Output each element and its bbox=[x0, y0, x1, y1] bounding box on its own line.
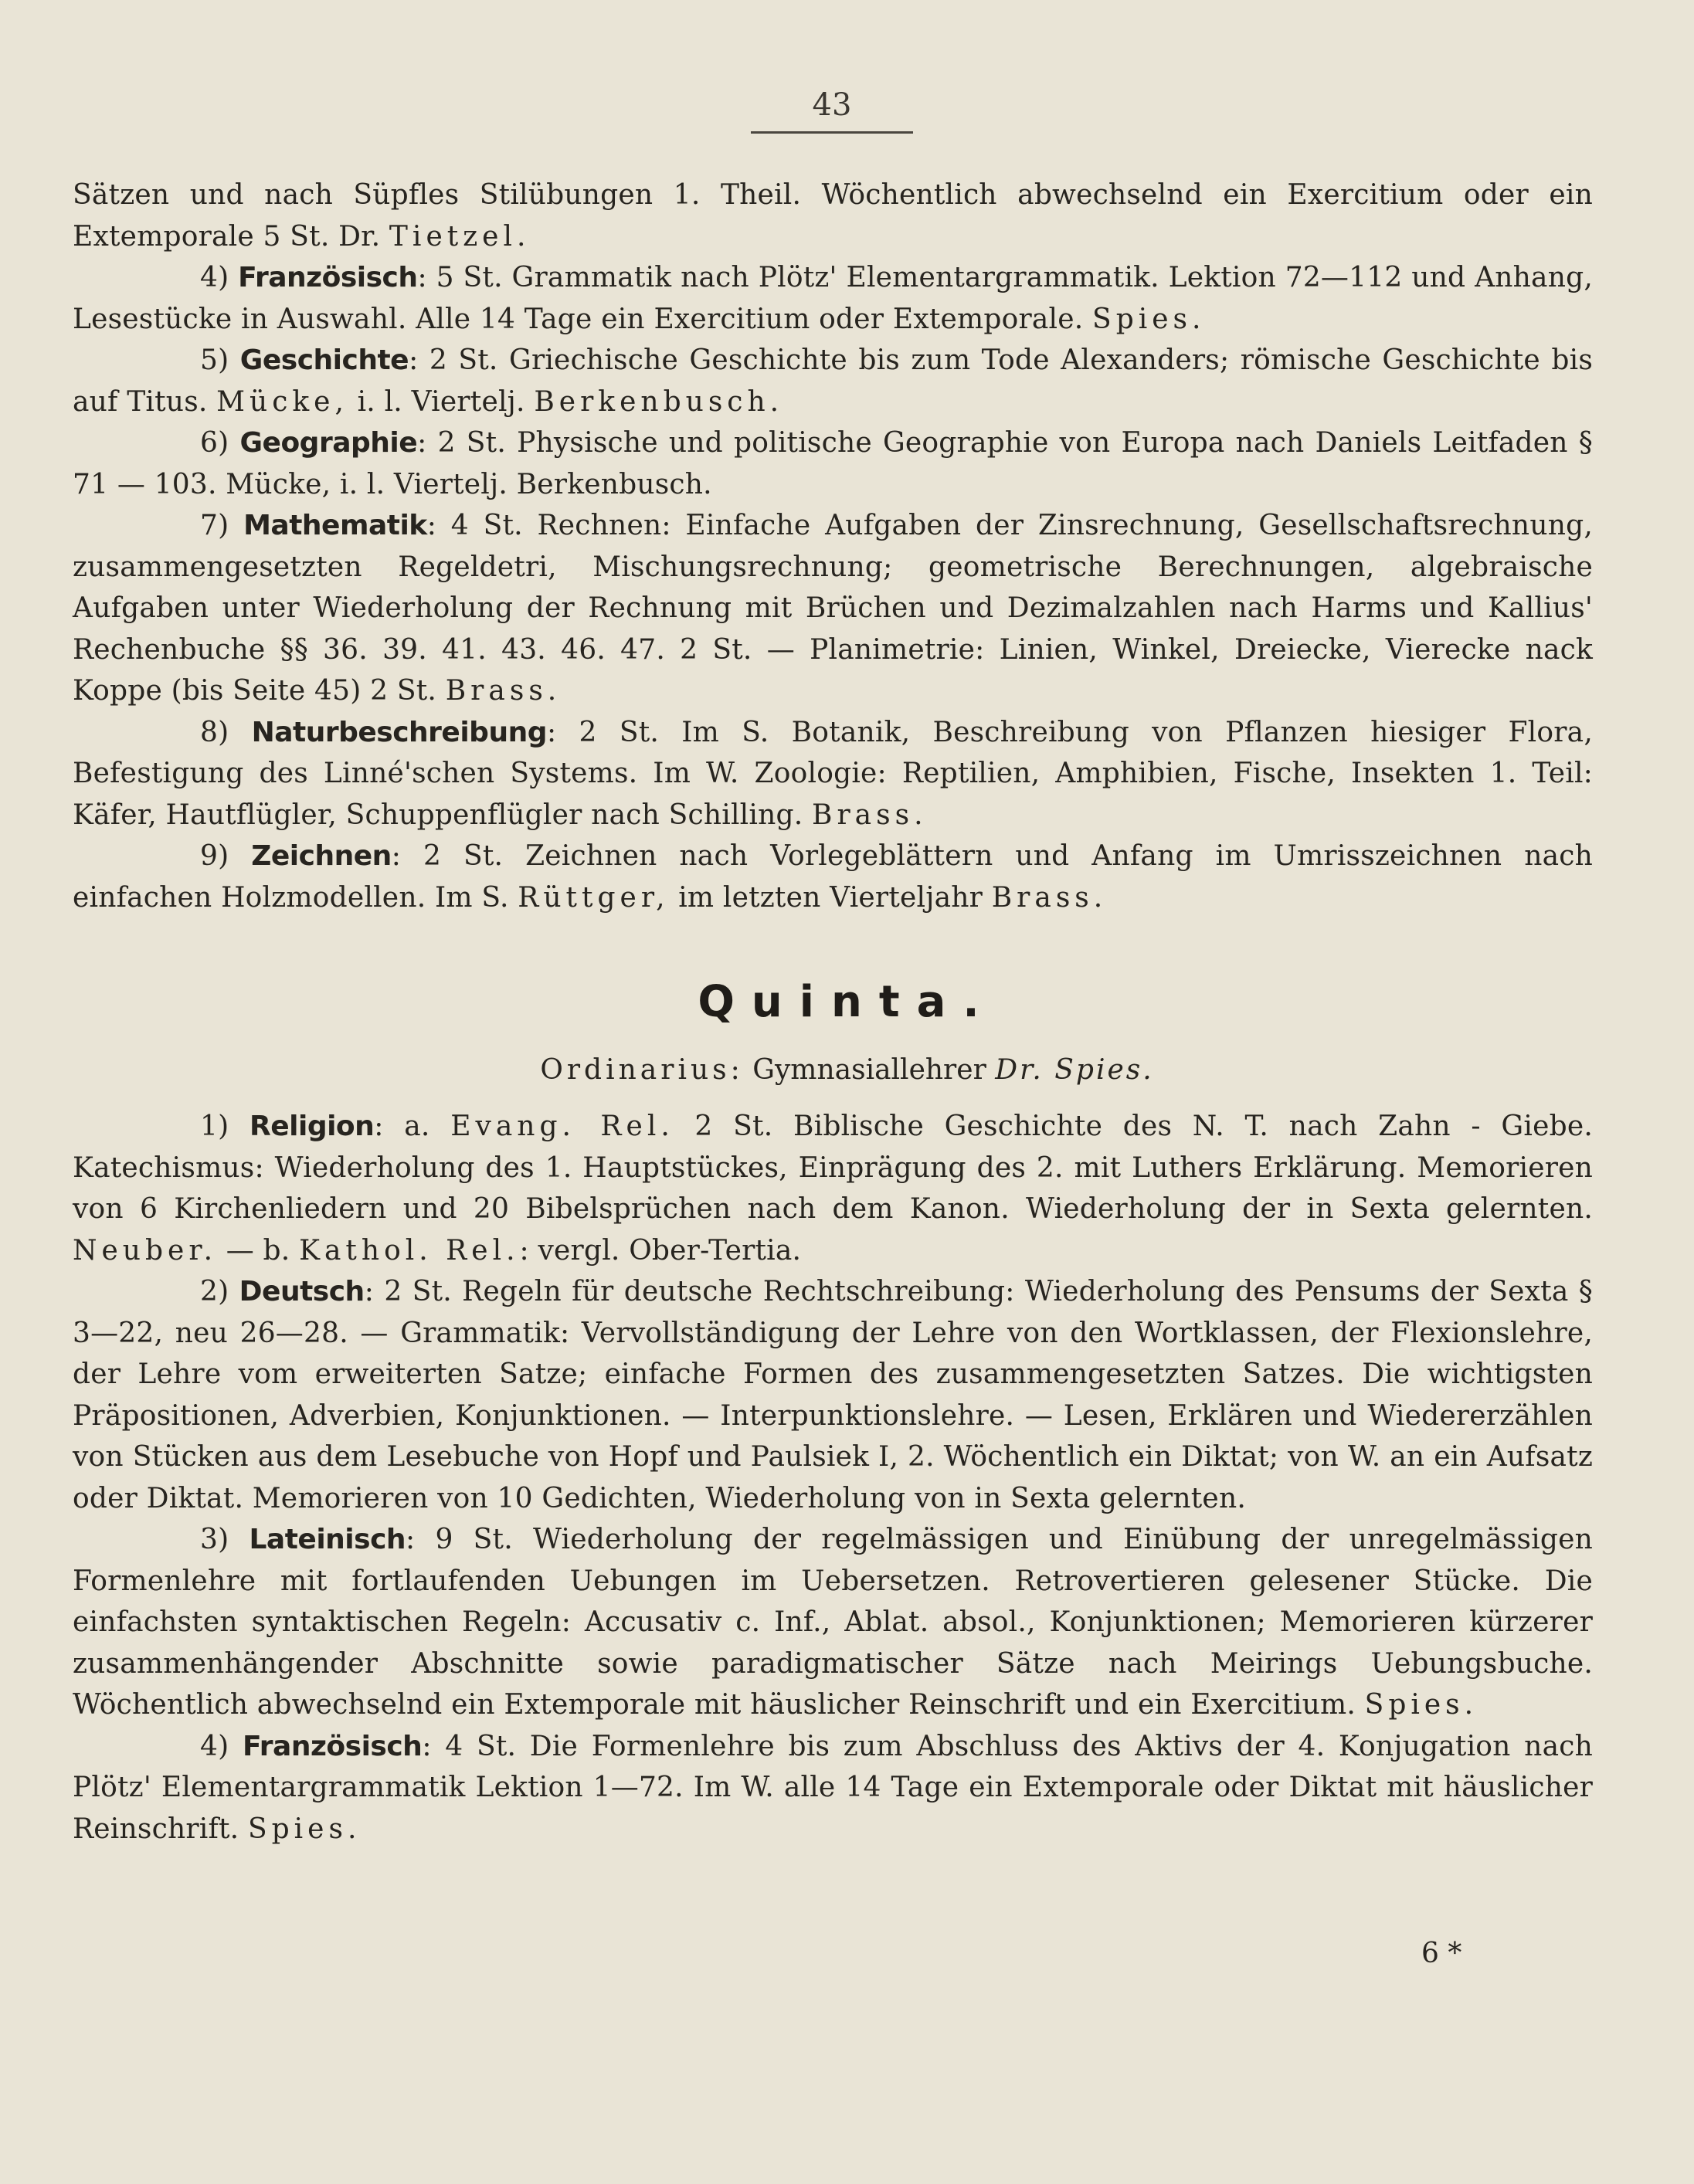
teacher-name: Brass. bbox=[991, 881, 1108, 914]
subject-title: Deutsch bbox=[239, 1276, 365, 1307]
teacher-name: Brass. bbox=[812, 799, 928, 831]
ordinarius-label: Ordinarius: bbox=[540, 1054, 744, 1086]
paragraph-text: : a. bbox=[374, 1111, 451, 1142]
paragraph-zeichnen bbox=[73, 836, 1593, 918]
paragraph-text: : vergl. Ober-Tertia. bbox=[519, 1234, 802, 1267]
item-number: 9) bbox=[200, 840, 229, 872]
subject-title: Religion bbox=[250, 1111, 375, 1142]
paragraph-religion bbox=[73, 1106, 1593, 1271]
paragraph-geographie bbox=[73, 422, 1593, 505]
item-number: 4) bbox=[200, 1730, 229, 1762]
item-number: 3) bbox=[200, 1524, 229, 1555]
paragraph-geschichte bbox=[73, 340, 1593, 422]
teacher-name: Tietzel. bbox=[389, 220, 531, 253]
item-number: 1) bbox=[200, 1111, 229, 1142]
subject-title: Naturbeschreibung bbox=[251, 716, 547, 748]
paragraph-text: : 5 St. Grammatik nach Plötz' Elementargrammatik. Lektion 72—112 und Anhang, Lesestücke in Auswahl. Alle 14 Tage ein Exercitium oder Extemporale. bbox=[73, 262, 1593, 335]
paragraph-deutsch bbox=[73, 1271, 1593, 1519]
paragraph-text: : 2 St. Griechische Geschichte bis zum Tode Alexanders; römische Geschichte bis auf Titus. bbox=[73, 344, 1593, 418]
subject-title: Zeichnen bbox=[251, 840, 392, 872]
teacher-name: Spies. bbox=[1092, 303, 1206, 335]
religion-kathol: Kathol. Rel. bbox=[299, 1234, 520, 1267]
subject-title: Geographie bbox=[239, 427, 418, 459]
religion-evang: Evang. Rel. bbox=[450, 1111, 674, 1142]
page-number: 43 bbox=[812, 87, 852, 123]
paragraph-naturbeschreibung bbox=[73, 712, 1593, 836]
paragraph-lateinisch bbox=[73, 1519, 1593, 1726]
teacher-name: Brass. bbox=[445, 675, 562, 707]
item-number: 5) bbox=[200, 344, 229, 376]
paragraph-text: — b. bbox=[217, 1234, 300, 1267]
teacher-name: Berkenbusch. bbox=[534, 385, 784, 418]
subject-title: Geschichte bbox=[239, 344, 409, 376]
item-number: 8) bbox=[200, 716, 229, 748]
teacher-name: Rüttger, bbox=[518, 881, 670, 914]
teacher-name: Neuber. bbox=[73, 1234, 218, 1267]
teacher-name: Spies. bbox=[247, 1813, 362, 1845]
subject-title: Französisch bbox=[238, 262, 418, 293]
paragraph-text: : 2 St. Physische und politische Geographie von Europa nach Daniels Leitfaden § 71 — 103. Mücke, i. l. Viertelj. Berkenbusch. bbox=[73, 427, 1593, 500]
ordinarius-name: Dr. Spies. bbox=[995, 1054, 1154, 1086]
page-number-rule bbox=[751, 131, 913, 134]
paragraph-text: : 4 St. Rechnen: Einfache Aufgaben der Zinsrechnung, Gesellschaftsrechnung, zusammengesetzten Regeldetri, Mischungsrechnung; geometrische Berechnungen, algebraische Aufgaben unter Wiederholung der Rechnung mit Brüchen und Dezimalzahlen nach Harms und Kallius' Rechenbuche §§ 36. 39. 41. 43. 46. 47. 2 St. — Planimetrie: Linien, Winkel, Dreiecke, Vierecke nack Koppe (bis Seite 45) 2 St. bbox=[73, 510, 1593, 707]
quinta-section bbox=[73, 1106, 1593, 1850]
teacher-name: Spies. bbox=[1364, 1689, 1478, 1721]
item-number: 6) bbox=[200, 427, 229, 459]
ordinarius-title: Gymnasiallehrer bbox=[743, 1054, 996, 1086]
upper-section bbox=[73, 175, 1593, 918]
subject-title: Französisch bbox=[242, 1730, 423, 1762]
paragraph-text: : 9 St. Wiederholung der regelmässigen und Einübung der unregelmässigen Formenlehre mit fortlaufenden Uebungen im Uebersetzen. Retrovertieren gelesener Stücke. Die einfachsten syntaktischen Regeln: Accusativ c. Inf., Ablat. absol., Konjunktionen; Memorieren kürzerer zusammenhängender Abschnitte sowie paradigmatischer Sätze nach Meirings Uebungsbuche. Wöchentlich abwechselnd ein Extemporale mit häuslicher Reinschrift und ein Exercitium. bbox=[73, 1524, 1593, 1721]
sheet-signature: 6 * bbox=[1421, 1938, 1462, 1969]
paragraph-franzoesisch-quinta bbox=[73, 1726, 1593, 1850]
paragraph-text: im letzten Vierteljahr bbox=[669, 881, 992, 914]
paragraph-text: : 2 St. Regeln für deutsche Rechtschreibung: Wiederholung des Pensums der Sexta § 3—22, neu 26—28. — Grammatik: Vervollständigung der Lehre von den Wortklassen, der Flexionslehre, der Lehre vom erweiterten Satze; einfache Formen des zusammengesetzten Satzes. Die wichtigsten Präpositionen, Adverbien, Konjunktionen. — Interpunktionslehre. — Lesen, Erklären und Wiedererzählen von Stücken aus dem Lesebuche von Hopf und Paulsiek I, 2. Wöchentlich ein Diktat; von W. an ein Aufsatz oder Diktat. Memorieren von 10 Gedichten, Wiederholung von in Sexta gelernten. bbox=[73, 1276, 1593, 1514]
paragraph-text: : 4 St. Die Formenlehre bis zum Abschluss des Aktivs der 4. Konjugation nach Plötz' Elementargrammatik Lektion 1—72. Im W. alle 14 Tage ein Extemporale oder Diktat mit häuslicher Reinschrift. bbox=[73, 1730, 1593, 1845]
paragraph-text: : 2 St. Zeichnen nach Vorlegeblättern und Anfang im Umrisszeichnen nach einfachen Holzmodellen. Im S. bbox=[73, 840, 1593, 914]
item-number: 4) bbox=[200, 262, 229, 293]
paragraph-mathematik bbox=[73, 505, 1593, 712]
paragraph-text: Sätzen und nach Süpfles Stilübungen 1. Theil. Wöchentlich abwechselnd ein Exercitium oder ein Extemporale 5 St. Dr. bbox=[73, 179, 1593, 253]
section-heading-quinta: Quinta. bbox=[698, 977, 996, 1027]
paragraph-franzoesisch bbox=[73, 257, 1593, 340]
paragraph-text: i. l. Viertelj. bbox=[348, 385, 535, 418]
paragraph-text: : 2 St. Im S. Botanik, Beschreibung von Pflanzen hiesiger Flora, Befestigung des Linné'schen Systems. Im W. Zoologie: Reptilien, Amphibien, Fische, Insekten 1. Teil: Käfer, Hautflügler, Schuppenflügler nach Schilling. bbox=[73, 716, 1593, 831]
teacher-name: Mücke, bbox=[216, 385, 348, 418]
subject-title: Lateinisch bbox=[249, 1524, 406, 1555]
item-number: 7) bbox=[200, 510, 229, 541]
paragraph-continuation bbox=[73, 175, 1593, 257]
ordinarius-line bbox=[0, 1051, 1694, 1090]
item-number: 2) bbox=[200, 1276, 229, 1307]
paragraph-text: 2 St. Biblische Geschichte des N. T. nach Zahn - Giebe. Katechismus: Wiederholung des 1. Hauptstückes, Einprägung des 2. mit Luthers Erklärung. Memorieren von 6 Kirchenliedern und 20 Bibelsprüchen nach dem Kanon. Wiederholung der in Sexta gelernten. bbox=[73, 1111, 1593, 1225]
subject-title: Mathematik bbox=[243, 510, 427, 541]
